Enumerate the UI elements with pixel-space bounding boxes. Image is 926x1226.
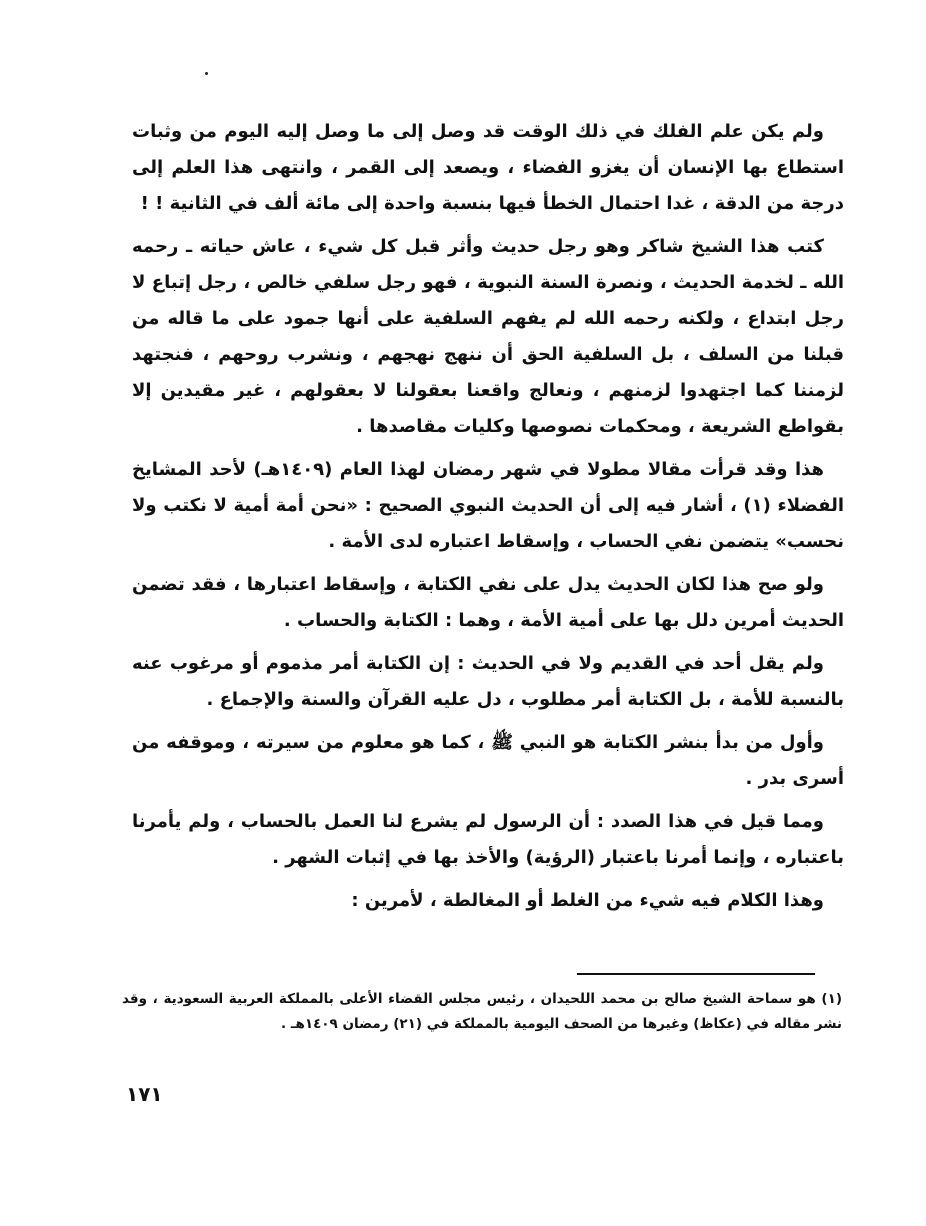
paragraph-4: ولو صح هذا لكان الحديث يدل على نفي الكتابة ، وإسقاط اعتبارها ، فقد تضمن الحديث أمرين دلل بها على أمية الأمة ، وهما : الكتابة والحساب . [132,574,844,631]
page-number: ١٧١ [126,1082,163,1106]
footnote-separator [577,973,815,975]
page-mark [205,72,208,75]
paragraph-8: وهذا الكلام فيه شيء من الغلط أو المغالطة ، لأمرين : [351,890,824,911]
footnotes [122,987,842,1037]
footnote-1: (١) هو سماحة الشيخ صالح بن محمد اللحيدان ، رئيس مجلس القضاء الأعلى بالمملكة العربية السعودية ، وقد نشر مقاله في (عكاظ) وغيرها من الصحف اليومية بالمملكة في (٢١) رمضان ١٤٠٩هـ . [122,991,842,1032]
paragraph-5: ولم يقل أحد في القديم ولا في الحديث : إن الكتابة أمر مذموم أو مرغوب عنه بالنسبة للأمة ، بل الكتابة أمر مطلوب ، دل عليه القرآن والسنة والإجماع . [132,653,844,710]
paragraph-3: هذا وقد قرأت مقالا مطولا في شهر رمضان لهذا العام (١٤٠٩هـ) لأحد المشايخ الفضلاء (١) ، أشار فيه إلى أن الحديث النبوي الصحيح : «نحن أمة أمية لا نكتب ولا نحسب» يتضمن نفي الحساب ، وإسقاط اعتباره لدى الأمة . [132,459,845,552]
paragraph-7: ومما قيل في هذا الصدد : أن الرسول لم يشرع لنا العمل بالحساب ، ولم يأمرنا باعتباره ، وإنما أمرنا باعتبار (الرؤية) والأخذ بها في إثبات الشهر . [132,811,844,868]
paragraph-1: ولم يكن علم الفلك في ذلك الوقت قد وصل إلى ما وصل إليه اليوم من وثبات استطاع بها الإنسان أن يغزو الفضاء ، ويصعد إلى القمر ، وانتهى هذا العلم إلى درجة من الدقة ، غدا احتمال الخطأ فيها بنسبة واحدة إلى مائة ألف في الثانية ! ! [132,121,844,214]
paragraph-6: وأول من بدأ بنشر الكتابة هو النبي ﷺ ، كما هو معلوم من سيرته ، وموقفه من أسرى بدر . [132,732,844,789]
paragraph-2: كتب هذا الشيخ شاكر وهو رجل حديث وأثر قبل كل شيء ، عاش حياته ـ رحمه الله ـ لخدمة الحديث ، ونصرة السنة النبوية ، فهو رجل سلفي خالص ، رجل إتباع لا رجل ابتداع ، ولكنه رحمه الله لم يفهم السلفية على أنها جمود على ما قاله من قبلنا من السلف ، بل السلفية الحق أن ننهج نهجهم ، ونشرب روحهم ، فنجتهد لزمننا كما اجتهدوا لزمنهم ، ونعالج واقعنا بعقولنا لا بعقولهم ، غير مقيدين إلا بقواطع الشريعة ، ومحكمات نصوصها وكليات مقاصدها . [132,236,844,437]
main-text [132,114,844,926]
